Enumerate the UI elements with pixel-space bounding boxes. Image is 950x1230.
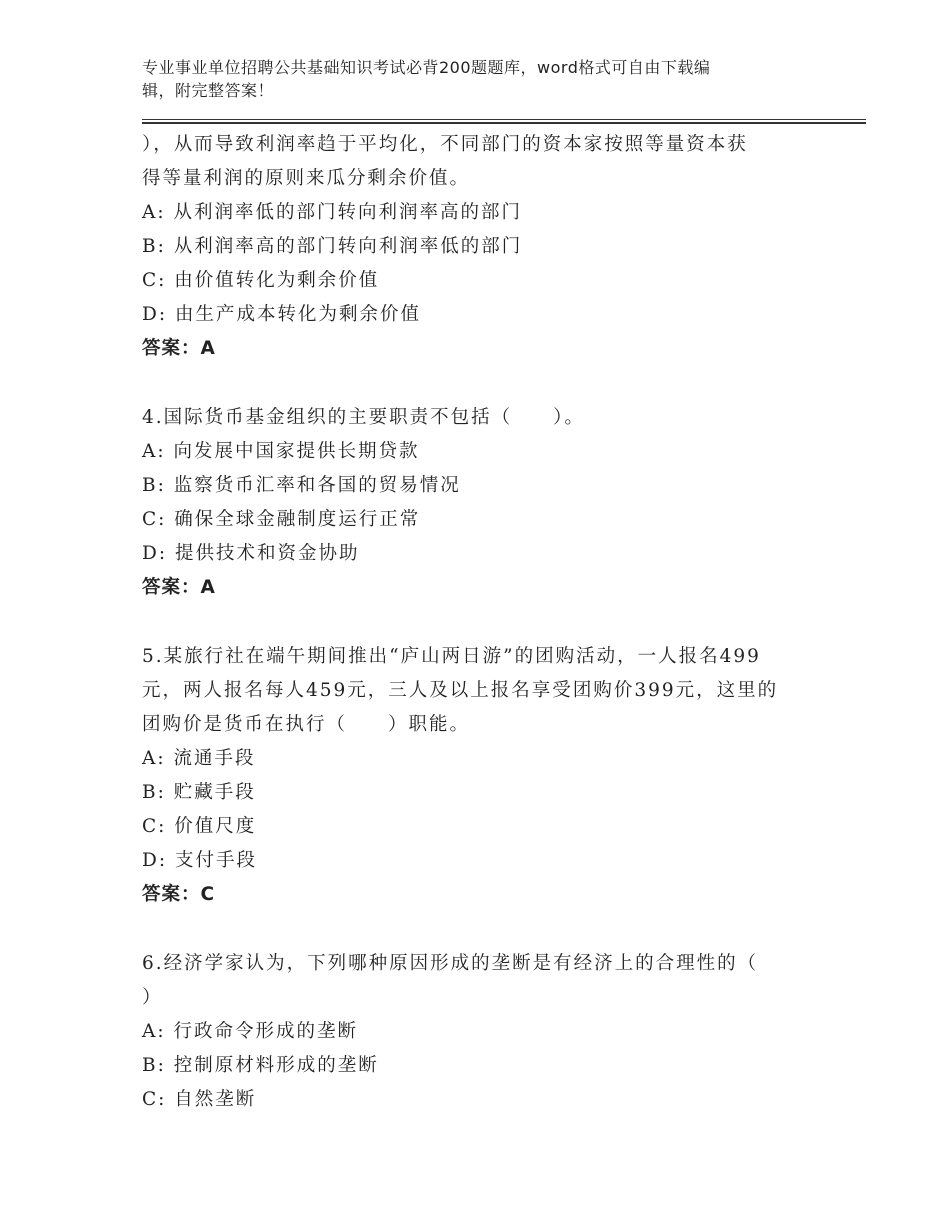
question-stem: ） <box>142 987 163 1008</box>
option-c: C: 确保全球金融制度运行正常 <box>142 509 421 530</box>
option-c: C: 自然垄断 <box>142 1089 257 1110</box>
question-stem: 5.某旅行社在端午期间推出“庐山两日游”的团购活动，一人报名499 <box>142 646 761 667</box>
option-b: B: 从利润率高的部门转向利润率低的部门 <box>142 236 523 257</box>
header-line-1: 专业事业单位招聘公共基础知识考试必背200题题库，word格式可自由下载编 <box>142 58 711 77</box>
option-c: C: 由价值转化为剩余价值 <box>142 270 380 291</box>
option-c: C: 价值尺度 <box>142 816 257 837</box>
page-header <box>142 56 802 102</box>
question-stem: 得等量利润的原则来瓜分剩余价值。 <box>142 168 471 189</box>
option-d: D: 由生产成本转化为剩余价值 <box>142 304 421 325</box>
question-stem: 团购价是货币在执行（ ）职能。 <box>142 714 471 735</box>
question-3 <box>142 128 822 366</box>
document-body <box>142 128 822 1117</box>
header-divider <box>142 119 866 124</box>
question-4 <box>142 401 822 605</box>
option-b: B: 控制原材料形成的垄断 <box>142 1055 379 1076</box>
question-stem: 4.国际货币基金组织的主要职责不包括（ ）。 <box>142 407 585 428</box>
option-a: A: 从利润率低的部门转向利润率高的部门 <box>142 202 522 223</box>
answer: 答案：A <box>142 338 216 359</box>
answer: 答案：C <box>142 884 216 905</box>
header-line-2: 辑，附完整答案！ <box>142 81 275 100</box>
option-b: B: 贮藏手段 <box>142 782 256 803</box>
question-stem: 元，两人报名每人459元，三人及以上报名享受团购价399元，这里的 <box>142 680 779 701</box>
option-a: A: 向发展中国家提供长期贷款 <box>142 441 420 462</box>
question-6 <box>142 947 822 1117</box>
question-stem: 6.经济学家认为，下列哪种原因形成的垄断是有经济上的合理性的（ <box>142 953 759 974</box>
option-b: B: 监察货币汇率和各国的贸易情况 <box>142 475 461 496</box>
option-d: D: 支付手段 <box>142 850 257 871</box>
option-a: A: 行政命令形成的垄断 <box>142 1021 358 1042</box>
answer: 答案：A <box>142 577 216 598</box>
question-5 <box>142 640 822 912</box>
option-d: D: 提供技术和资金协助 <box>142 543 360 564</box>
question-stem: ），从而导致利润率趋于平均化，不同部门的资本家按照等量资本获 <box>142 134 748 155</box>
option-a: A: 流通手段 <box>142 748 256 769</box>
